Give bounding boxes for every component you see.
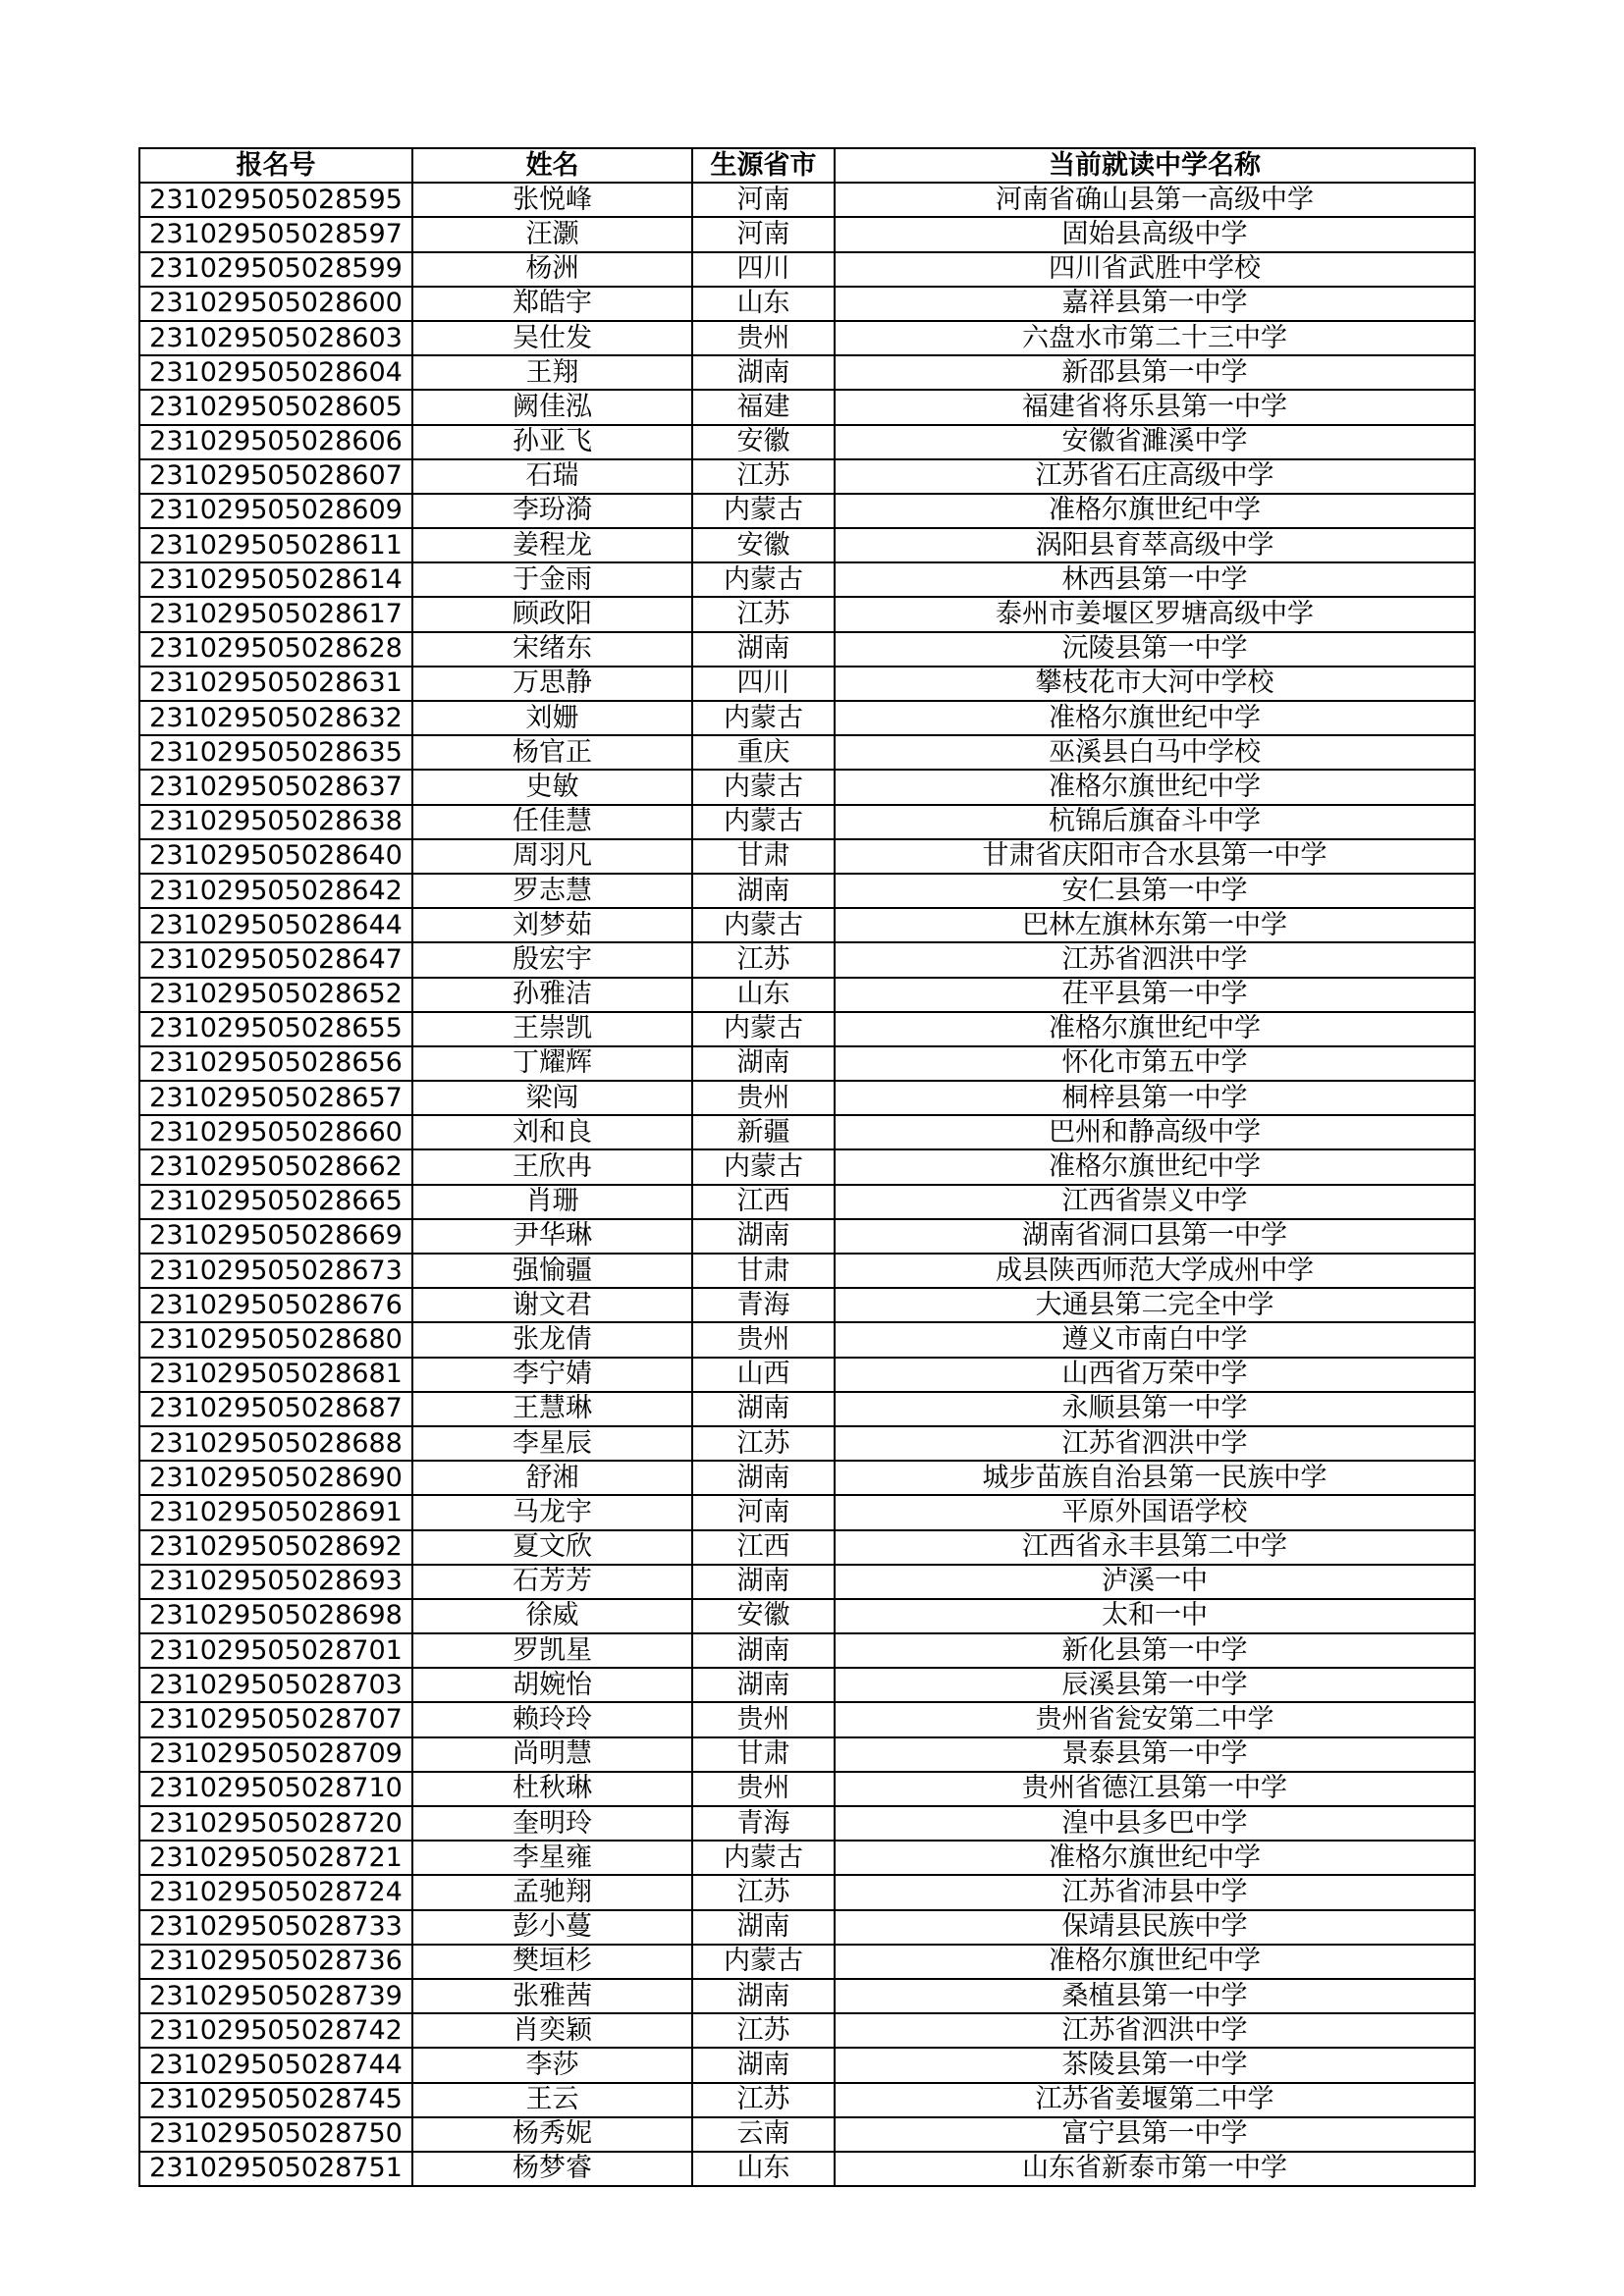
table-row (139, 2117, 1475, 2152)
cell-name: 王翔 (412, 355, 692, 390)
table-row (139, 2013, 1475, 2048)
cell-province: 贵州 (692, 321, 835, 355)
table-row (139, 908, 1475, 942)
cell-school: 攀枝花市大河中学校 (835, 667, 1475, 701)
cell-registration-number: 231029505028607 (139, 459, 412, 494)
table-row (139, 287, 1475, 321)
cell-registration-number: 231029505028609 (139, 494, 412, 528)
cell-name: 李宁婧 (412, 1358, 692, 1392)
cell-school: 大通县第二完全中学 (835, 1288, 1475, 1322)
table-row (139, 1219, 1475, 1254)
cell-registration-number: 231029505028710 (139, 1772, 412, 1806)
cell-province: 新疆 (692, 1115, 835, 1149)
cell-registration-number: 231029505028688 (139, 1426, 412, 1461)
cell-name: 舒湘 (412, 1461, 692, 1495)
cell-registration-number: 231029505028698 (139, 1599, 412, 1633)
cell-province: 江苏 (692, 942, 835, 977)
cell-registration-number: 231029505028617 (139, 597, 412, 631)
cell-province: 山东 (692, 287, 835, 321)
header-province: 生源省市 (692, 148, 835, 183)
cell-registration-number: 231029505028647 (139, 942, 412, 977)
cell-name: 赖玲玲 (412, 1702, 692, 1736)
cell-school: 准格尔旗世纪中学 (835, 494, 1475, 528)
cell-province: 福建 (692, 390, 835, 424)
table-row (139, 1633, 1475, 1668)
cell-name: 梁闯 (412, 1081, 692, 1115)
cell-province: 湖南 (692, 632, 835, 667)
cell-registration-number: 231029505028751 (139, 2152, 412, 2186)
cell-school: 固始县高级中学 (835, 217, 1475, 251)
cell-school: 贵州省德江县第一中学 (835, 1772, 1475, 1806)
cell-school: 泸溪一中 (835, 1565, 1475, 1599)
cell-registration-number: 231029505028707 (139, 1702, 412, 1736)
table-row (139, 528, 1475, 562)
cell-province: 江苏 (692, 459, 835, 494)
cell-registration-number: 231029505028703 (139, 1668, 412, 1702)
cell-school: 沅陵县第一中学 (835, 632, 1475, 667)
table-row (139, 1358, 1475, 1392)
cell-name: 尚明慧 (412, 1737, 692, 1772)
cell-province: 四川 (692, 667, 835, 701)
cell-registration-number: 231029505028644 (139, 908, 412, 942)
cell-name: 刘和良 (412, 1115, 692, 1149)
cell-name: 石芳芳 (412, 1565, 692, 1599)
cell-name: 夏文欣 (412, 1530, 692, 1565)
cell-school: 山西省万荣中学 (835, 1358, 1475, 1392)
cell-school: 贵州省瓮安第二中学 (835, 1702, 1475, 1736)
cell-registration-number: 231029505028665 (139, 1185, 412, 1219)
cell-registration-number: 231029505028632 (139, 701, 412, 735)
cell-school: 江苏省石庄高级中学 (835, 459, 1475, 494)
cell-province: 湖南 (692, 1461, 835, 1495)
cell-school: 巴林左旗林东第一中学 (835, 908, 1475, 942)
cell-province: 江苏 (692, 597, 835, 631)
table-row (139, 2083, 1475, 2117)
cell-name: 孟驰翔 (412, 1875, 692, 1909)
table-row (139, 217, 1475, 251)
cell-province: 甘肃 (692, 839, 835, 874)
table-row (139, 1012, 1475, 1046)
cell-province: 青海 (692, 1288, 835, 1322)
cell-name: 谢文君 (412, 1288, 692, 1322)
cell-registration-number: 231029505028628 (139, 632, 412, 667)
cell-province: 江西 (692, 1530, 835, 1565)
cell-province: 四川 (692, 252, 835, 287)
table-row (139, 942, 1475, 977)
cell-school: 景泰县第一中学 (835, 1737, 1475, 1772)
cell-school: 江苏省泗洪中学 (835, 1426, 1475, 1461)
cell-name: 杜秋琳 (412, 1772, 692, 1806)
cell-registration-number: 231029505028595 (139, 183, 412, 217)
cell-province: 山东 (692, 978, 835, 1012)
cell-school: 安徽省濉溪中学 (835, 425, 1475, 459)
table-row (139, 1081, 1475, 1115)
cell-name: 马龙宇 (412, 1495, 692, 1529)
table-row (139, 1495, 1475, 1529)
cell-school: 辰溪县第一中学 (835, 1668, 1475, 1702)
cell-province: 云南 (692, 2117, 835, 2152)
cell-province: 湖南 (692, 355, 835, 390)
cell-school: 涡阳县育萃高级中学 (835, 528, 1475, 562)
cell-name: 李莎 (412, 2048, 692, 2082)
cell-registration-number: 231029505028614 (139, 562, 412, 597)
table-row (139, 1702, 1475, 1736)
table-row (139, 1115, 1475, 1149)
cell-registration-number: 231029505028720 (139, 1806, 412, 1841)
cell-name: 徐威 (412, 1599, 692, 1633)
cell-school: 杭锦后旗奋斗中学 (835, 805, 1475, 839)
cell-name: 尹华琳 (412, 1219, 692, 1254)
cell-province: 河南 (692, 217, 835, 251)
cell-name: 张雅茜 (412, 1979, 692, 2013)
cell-school: 成县陕西师范大学成州中学 (835, 1254, 1475, 1288)
cell-province: 河南 (692, 183, 835, 217)
cell-province: 内蒙古 (692, 1012, 835, 1046)
cell-province: 湖南 (692, 1565, 835, 1599)
table-row (139, 459, 1475, 494)
cell-province: 甘肃 (692, 1254, 835, 1288)
table-row (139, 874, 1475, 908)
table-row (139, 1254, 1475, 1288)
table-row (139, 1461, 1475, 1495)
cell-school: 准格尔旗世纪中学 (835, 1149, 1475, 1184)
cell-school: 茶陵县第一中学 (835, 2048, 1475, 2082)
cell-registration-number: 231029505028660 (139, 1115, 412, 1149)
cell-registration-number: 231029505028655 (139, 1012, 412, 1046)
cell-province: 内蒙古 (692, 1149, 835, 1184)
cell-registration-number: 231029505028599 (139, 252, 412, 287)
cell-registration-number: 231029505028605 (139, 390, 412, 424)
cell-registration-number: 231029505028600 (139, 287, 412, 321)
cell-province: 江苏 (692, 2083, 835, 2117)
cell-school: 江苏省姜堰第二中学 (835, 2083, 1475, 2117)
cell-school: 江西省永丰县第二中学 (835, 1530, 1475, 1565)
cell-school: 桐梓县第一中学 (835, 1081, 1475, 1115)
table-row (139, 2048, 1475, 2082)
table-row (139, 1668, 1475, 1702)
cell-registration-number: 231029505028635 (139, 735, 412, 770)
cell-province: 湖南 (692, 1219, 835, 1254)
cell-name: 周羽凡 (412, 839, 692, 874)
cell-school: 平原外国语学校 (835, 1495, 1475, 1529)
cell-province: 贵州 (692, 1702, 835, 1736)
table-row (139, 632, 1475, 667)
cell-name: 王云 (412, 2083, 692, 2117)
table-row (139, 667, 1475, 701)
table-row (139, 390, 1475, 424)
cell-province: 贵州 (692, 1081, 835, 1115)
cell-school: 太和一中 (835, 1599, 1475, 1633)
header-school: 当前就读中学名称 (835, 148, 1475, 183)
table-row (139, 1875, 1475, 1909)
cell-name: 彭小蔓 (412, 1910, 692, 1945)
cell-province: 湖南 (692, 1633, 835, 1668)
cell-province: 内蒙古 (692, 908, 835, 942)
cell-registration-number: 231029505028642 (139, 874, 412, 908)
cell-name: 王欣冉 (412, 1149, 692, 1184)
cell-school: 嘉祥县第一中学 (835, 287, 1475, 321)
cell-registration-number: 231029505028631 (139, 667, 412, 701)
cell-province: 湖南 (692, 1668, 835, 1702)
cell-province: 内蒙古 (692, 770, 835, 804)
cell-province: 安徽 (692, 425, 835, 459)
cell-school: 准格尔旗世纪中学 (835, 701, 1475, 735)
cell-province: 内蒙古 (692, 701, 835, 735)
table-row (139, 252, 1475, 287)
cell-school: 江苏省泗洪中学 (835, 2013, 1475, 2048)
table-row (139, 321, 1475, 355)
table-row (139, 1910, 1475, 1945)
table-row (139, 355, 1475, 390)
cell-name: 李星雍 (412, 1841, 692, 1875)
cell-name: 胡婉怡 (412, 1668, 692, 1702)
cell-province: 内蒙古 (692, 1841, 835, 1875)
table-row (139, 1185, 1475, 1219)
cell-name: 阙佳泓 (412, 390, 692, 424)
table-body (139, 183, 1475, 2186)
cell-school: 安仁县第一中学 (835, 874, 1475, 908)
cell-name: 顾政阳 (412, 597, 692, 631)
cell-name: 张悦峰 (412, 183, 692, 217)
cell-registration-number: 231029505028742 (139, 2013, 412, 2048)
table-row (139, 1046, 1475, 1081)
cell-registration-number: 231029505028640 (139, 839, 412, 874)
cell-name: 姜程龙 (412, 528, 692, 562)
cell-school: 茌平县第一中学 (835, 978, 1475, 1012)
cell-school: 保靖县民族中学 (835, 1910, 1475, 1945)
cell-name: 肖珊 (412, 1185, 692, 1219)
cell-name: 吴仕发 (412, 321, 692, 355)
cell-name: 刘姗 (412, 701, 692, 735)
cell-registration-number: 231029505028680 (139, 1322, 412, 1357)
cell-school: 泰州市姜堰区罗塘高级中学 (835, 597, 1475, 631)
cell-school: 新化县第一中学 (835, 1633, 1475, 1668)
table-row (139, 1806, 1475, 1841)
cell-province: 湖南 (692, 1979, 835, 2013)
cell-name: 杨秀妮 (412, 2117, 692, 2152)
cell-registration-number: 231029505028739 (139, 1979, 412, 2013)
table-row (139, 1599, 1475, 1633)
table-row (139, 735, 1475, 770)
cell-name: 孙亚飞 (412, 425, 692, 459)
cell-name: 李星辰 (412, 1426, 692, 1461)
cell-school: 准格尔旗世纪中学 (835, 1945, 1475, 1979)
cell-name: 刘梦茹 (412, 908, 692, 942)
cell-name: 杨洲 (412, 252, 692, 287)
cell-name: 宋绪东 (412, 632, 692, 667)
cell-name: 丁耀辉 (412, 1046, 692, 1081)
cell-registration-number: 231029505028709 (139, 1737, 412, 1772)
cell-name: 罗志慧 (412, 874, 692, 908)
cell-registration-number: 231029505028687 (139, 1392, 412, 1426)
cell-province: 安徽 (692, 1599, 835, 1633)
cell-name: 万思静 (412, 667, 692, 701)
cell-name: 李玢漪 (412, 494, 692, 528)
cell-school: 准格尔旗世纪中学 (835, 770, 1475, 804)
cell-school: 城步苗族自治县第一民族中学 (835, 1461, 1475, 1495)
cell-province: 湖南 (692, 1392, 835, 1426)
cell-school: 巴州和静高级中学 (835, 1115, 1475, 1149)
header-name: 姓名 (412, 148, 692, 183)
table-row (139, 1945, 1475, 1979)
cell-school: 湖南省洞口县第一中学 (835, 1219, 1475, 1254)
table-row (139, 1322, 1475, 1357)
cell-school: 准格尔旗世纪中学 (835, 1841, 1475, 1875)
table-row (139, 1288, 1475, 1322)
cell-name: 樊垣杉 (412, 1945, 692, 1979)
cell-school: 六盘水市第二十三中学 (835, 321, 1475, 355)
cell-name: 罗凯星 (412, 1633, 692, 1668)
cell-name: 石瑞 (412, 459, 692, 494)
cell-name: 汪灏 (412, 217, 692, 251)
table-row (139, 494, 1475, 528)
cell-province: 江苏 (692, 1875, 835, 1909)
cell-registration-number: 231029505028701 (139, 1633, 412, 1668)
table-row (139, 978, 1475, 1012)
header-registration-number: 报名号 (139, 148, 412, 183)
cell-registration-number: 231029505028657 (139, 1081, 412, 1115)
cell-registration-number: 231029505028673 (139, 1254, 412, 1288)
cell-name: 肖奕颖 (412, 2013, 692, 2048)
cell-school: 湟中县多巴中学 (835, 1806, 1475, 1841)
cell-name: 孙雅洁 (412, 978, 692, 1012)
table-row (139, 1530, 1475, 1565)
cell-registration-number: 231029505028690 (139, 1461, 412, 1495)
cell-school: 四川省武胜中学校 (835, 252, 1475, 287)
cell-registration-number: 231029505028744 (139, 2048, 412, 2082)
cell-province: 湖南 (692, 2048, 835, 2082)
cell-school: 新邵县第一中学 (835, 355, 1475, 390)
table-row (139, 1149, 1475, 1184)
cell-name: 史敏 (412, 770, 692, 804)
table-row (139, 1979, 1475, 2013)
cell-name: 郑皓宇 (412, 287, 692, 321)
cell-school: 永顺县第一中学 (835, 1392, 1475, 1426)
cell-registration-number: 231029505028656 (139, 1046, 412, 1081)
cell-registration-number: 231029505028750 (139, 2117, 412, 2152)
cell-school: 富宁县第一中学 (835, 2117, 1475, 2152)
cell-province: 江西 (692, 1185, 835, 1219)
cell-school: 怀化市第五中学 (835, 1046, 1475, 1081)
cell-school: 江西省崇义中学 (835, 1185, 1475, 1219)
cell-province: 青海 (692, 1806, 835, 1841)
cell-province: 贵州 (692, 1322, 835, 1357)
table-row (139, 1772, 1475, 1806)
cell-registration-number: 231029505028681 (139, 1358, 412, 1392)
cell-name: 王慧琳 (412, 1392, 692, 1426)
table-row (139, 1737, 1475, 1772)
cell-registration-number: 231029505028721 (139, 1841, 412, 1875)
cell-province: 甘肃 (692, 1737, 835, 1772)
cell-name: 任佳慧 (412, 805, 692, 839)
cell-school: 江苏省泗洪中学 (835, 942, 1475, 977)
table-row (139, 562, 1475, 597)
cell-name: 杨官正 (412, 735, 692, 770)
cell-registration-number: 231029505028606 (139, 425, 412, 459)
cell-province: 内蒙古 (692, 494, 835, 528)
table-row (139, 2152, 1475, 2186)
cell-name: 王崇凯 (412, 1012, 692, 1046)
table-row (139, 597, 1475, 631)
cell-registration-number: 231029505028745 (139, 2083, 412, 2117)
table-row (139, 839, 1475, 874)
cell-registration-number: 231029505028604 (139, 355, 412, 390)
cell-province: 山西 (692, 1358, 835, 1392)
table-row (139, 701, 1475, 735)
cell-registration-number: 231029505028662 (139, 1149, 412, 1184)
cell-school: 河南省确山县第一高级中学 (835, 183, 1475, 217)
cell-province: 重庆 (692, 735, 835, 770)
cell-name: 强愉疆 (412, 1254, 692, 1288)
cell-province: 湖南 (692, 874, 835, 908)
cell-province: 内蒙古 (692, 562, 835, 597)
table-row (139, 1841, 1475, 1875)
cell-province: 山东 (692, 2152, 835, 2186)
cell-school: 遵义市南白中学 (835, 1322, 1475, 1357)
student-list-table (138, 147, 1476, 2187)
cell-name: 于金雨 (412, 562, 692, 597)
cell-province: 内蒙古 (692, 805, 835, 839)
cell-province: 安徽 (692, 528, 835, 562)
cell-registration-number: 231029505028652 (139, 978, 412, 1012)
table-row (139, 770, 1475, 804)
table-row (139, 183, 1475, 217)
cell-school: 福建省将乐县第一中学 (835, 390, 1475, 424)
cell-registration-number: 231029505028669 (139, 1219, 412, 1254)
cell-school: 巫溪县白马中学校 (835, 735, 1475, 770)
cell-name: 殷宏宇 (412, 942, 692, 977)
cell-registration-number: 231029505028691 (139, 1495, 412, 1529)
cell-registration-number: 231029505028597 (139, 217, 412, 251)
cell-school: 江苏省沛县中学 (835, 1875, 1475, 1909)
cell-registration-number: 231029505028611 (139, 528, 412, 562)
table-row (139, 425, 1475, 459)
cell-province: 江苏 (692, 1426, 835, 1461)
cell-name: 张龙倩 (412, 1322, 692, 1357)
cell-registration-number: 231029505028638 (139, 805, 412, 839)
cell-registration-number: 231029505028736 (139, 1945, 412, 1979)
cell-registration-number: 231029505028676 (139, 1288, 412, 1322)
cell-school: 准格尔旗世纪中学 (835, 1012, 1475, 1046)
cell-name: 杨梦睿 (412, 2152, 692, 2186)
cell-province: 湖南 (692, 1046, 835, 1081)
cell-province: 江苏 (692, 2013, 835, 2048)
cell-registration-number: 231029505028724 (139, 1875, 412, 1909)
table-row (139, 805, 1475, 839)
cell-registration-number: 231029505028692 (139, 1530, 412, 1565)
cell-province: 湖南 (692, 1910, 835, 1945)
cell-school: 山东省新泰市第一中学 (835, 2152, 1475, 2186)
cell-registration-number: 231029505028733 (139, 1910, 412, 1945)
cell-registration-number: 231029505028637 (139, 770, 412, 804)
header-row (139, 148, 1475, 183)
table-row (139, 1392, 1475, 1426)
cell-province: 内蒙古 (692, 1945, 835, 1979)
table-header (139, 148, 1475, 183)
cell-province: 贵州 (692, 1772, 835, 1806)
cell-registration-number: 231029505028603 (139, 321, 412, 355)
table-row (139, 1565, 1475, 1599)
cell-school: 桑植县第一中学 (835, 1979, 1475, 2013)
table-row (139, 1426, 1475, 1461)
cell-registration-number: 231029505028693 (139, 1565, 412, 1599)
cell-name: 奎明玲 (412, 1806, 692, 1841)
cell-school: 甘肃省庆阳市合水县第一中学 (835, 839, 1475, 874)
cell-province: 河南 (692, 1495, 835, 1529)
cell-school: 林西县第一中学 (835, 562, 1475, 597)
